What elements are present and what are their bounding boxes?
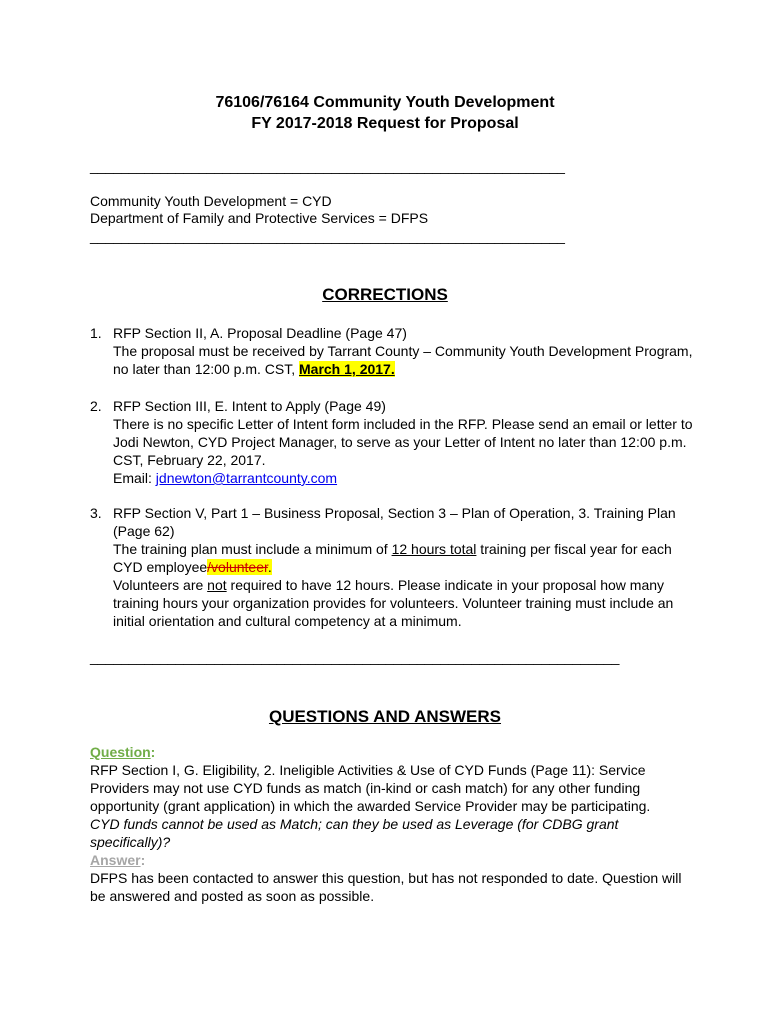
- correction-number: 1.: [90, 325, 102, 341]
- divider-rule-2: _____________________________________________________________: [90, 228, 565, 244]
- document-title: [0, 92, 770, 134]
- question-text: RFP Section I, G. Eligibility, 2. Ineligible Activities & Use of CYD Funds (Page 11): Service Providers may not use CYD funds as match (in-kind or cash match) for any other funding opportunity (grant application) in which the awarded Service Provider may be participating.: [90, 762, 651, 814]
- definition-dfps: Department of Family and Protective Services = DFPS: [90, 210, 429, 226]
- answer-text: DFPS has been contacted to answer this question, but has not responded to date. Question will be answered and posted as soon as possible.: [90, 870, 682, 904]
- divider-rule-1: _____________________________________________________________: [90, 158, 565, 174]
- correction-text: There is no specific Letter of Intent form included in the RFP. Please send an email or letter to Jodi Newton, CYD Project Manager, to serve as your Letter of Intent no later than 12:00 p.m. CST, February 22, 2017.: [113, 416, 693, 468]
- email-link[interactable]: jdnewton@tarrantcounty.com: [155, 470, 338, 486]
- definition-cyd: Community Youth Development = CYD: [90, 193, 332, 209]
- correction-item-1: [90, 324, 700, 378]
- qa-block: [90, 743, 690, 905]
- correction-header: RFP Section V, Part 1 – Business Proposal, Section 3 – Plan of Operation, 3. Training Plan (Page 62): [113, 505, 676, 539]
- volunteer-text: Volunteers are not required to have 12 hours. Please indicate in your proposal how many training hours your organization provides for volunteers. Volunteer training must include an initial orientation and cultural competency at a minimum.: [113, 577, 674, 629]
- correction-number: 2.: [90, 398, 102, 414]
- question-italic: CYD funds cannot be used as Match; can they be used as Leverage (for CDBG grant specifically)?: [90, 816, 619, 850]
- answer-label: Answer: [90, 852, 141, 868]
- struck-volunteer: /volunteer: [207, 559, 268, 575]
- correction-header: RFP Section II, A. Proposal Deadline (Page 47): [113, 325, 407, 341]
- deadline-highlight: March 1, 2017.: [299, 361, 395, 377]
- correction-item-3: [90, 504, 700, 630]
- question-label-line: Question:: [90, 744, 156, 760]
- correction-item-2: [90, 397, 700, 487]
- hours-underlined: 12 hours total: [391, 541, 477, 557]
- correction-header: RFP Section III, E. Intent to Apply (Page 49): [113, 398, 386, 414]
- qa-heading: QUESTIONS AND ANSWERS: [268, 707, 502, 726]
- correction-text: The training plan must include a minimum of 12 hours total training per fiscal year for each CYD employee/volunteer.: [113, 541, 672, 575]
- correction-number: 3.: [90, 505, 102, 521]
- corrections-heading: CORRECTIONS: [322, 285, 448, 304]
- question-label: Question: [90, 744, 151, 760]
- definitions: [90, 193, 428, 227]
- title-line-1: 76106/76164 Community Youth Development: [215, 94, 555, 111]
- email-line: Email: jdnewton@tarrantcounty.com: [113, 470, 338, 486]
- correction-text: The proposal must be received by Tarrant County – Community Youth Development Program, no later than 12:00 p.m. CST, March 1, 2017.: [113, 343, 693, 377]
- answer-label-line: Answer:: [90, 852, 146, 868]
- title-line-2: FY 2017-2018 Request for Proposal: [251, 115, 519, 132]
- not-underlined: not: [207, 577, 227, 593]
- divider-rule-3: ____________________________________________________________________: [90, 649, 620, 665]
